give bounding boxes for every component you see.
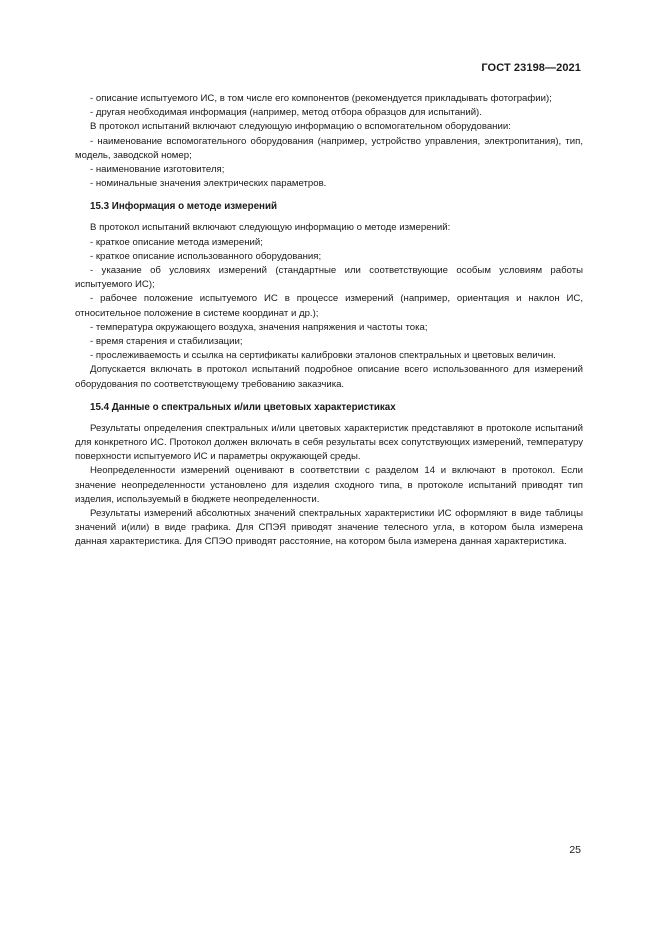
paragraph: В протокол испытаний включают следующую информацию о методе измерений: — [90, 222, 451, 234]
list-item: - наименование изготовителя; — [90, 164, 225, 176]
paragraph: Неопределенности измерений оценивают в соответствии с разделом 14 и включают в протокол. Если значение неопределенности установлено для изделия сходного типа, в протоколе испытаний приводят тип изделия, используемый в бюджете неопределенности. — [75, 465, 583, 505]
page-body — [75, 92, 583, 550]
paragraph: В протокол испытаний включают следующую информацию о вспомогательном оборудовании: — [90, 121, 511, 133]
page-number: 25 — [569, 844, 581, 856]
list-item: - другая необходимая информация (например, метод отбора образцов для испытаний). — [90, 107, 482, 119]
paragraph: Результаты измерений абсолютных значений спектральных характеристики ИС оформляют в виде таблицы значений и(или) в виде графика. Для СПЭЯ приводят значение телесного угла, в котором была измерена данная характеристика. Для СПЭО приводят расстояние, на котором была измерена данная характеристика. — [75, 508, 583, 548]
list-item: - рабочее положение испытуемого ИС в процессе измерений (например, ориентация и наклон ИС, относительное положение в системе координат и др.); — [75, 293, 583, 319]
section-heading-15-4: 15.4 Данные о спектральных и/или цветовых характеристиках — [90, 401, 396, 413]
list-item: - температура окружающего воздуха, значения напряжения и частоты тока; — [90, 321, 428, 333]
section-heading-15-3: 15.3 Информация о методе измерений — [90, 201, 278, 213]
paragraph: Допускается включать в протокол испытаний подробное описание всего использованного для измерений оборудования по соответствующему требованию заказчика. — [75, 364, 583, 390]
list-item: - прослеживаемость и ссылка на сертификаты калибровки эталонов спектральных и цветовых величин. — [90, 350, 556, 362]
list-item: - номинальные значения электрических параметров. — [90, 178, 327, 190]
list-item: - краткое описание использованного оборудования; — [90, 250, 322, 262]
paragraph: Результаты определения спектральных и/или цветовых характеристик представляют в протоколе испытаний для конкретного ИС. Протокол должен включать в себя результаты всех сопутствующих измерений, температуру поверхности испытуемого ИС и параметры окружающей среды. — [75, 422, 583, 463]
list-item: - время старения и стабилизации; — [90, 336, 243, 348]
list-item: - описание испытуемого ИС, в том числе его компонентов (рекомендуется прикладывать фотографии); — [90, 93, 552, 104]
list-item: - указание об условиях измерений (стандартные или соответствующие особым условиям работы испытуемого ИС); — [75, 265, 583, 291]
list-item: - наименование вспомогательного оборудования (например, устройство управления, электропитания), тип, модель, заводской номер; — [75, 135, 583, 161]
list-item: - краткое описание метода измерений; — [90, 236, 263, 248]
document-code: ГОСТ 23198—2021 — [481, 62, 581, 74]
